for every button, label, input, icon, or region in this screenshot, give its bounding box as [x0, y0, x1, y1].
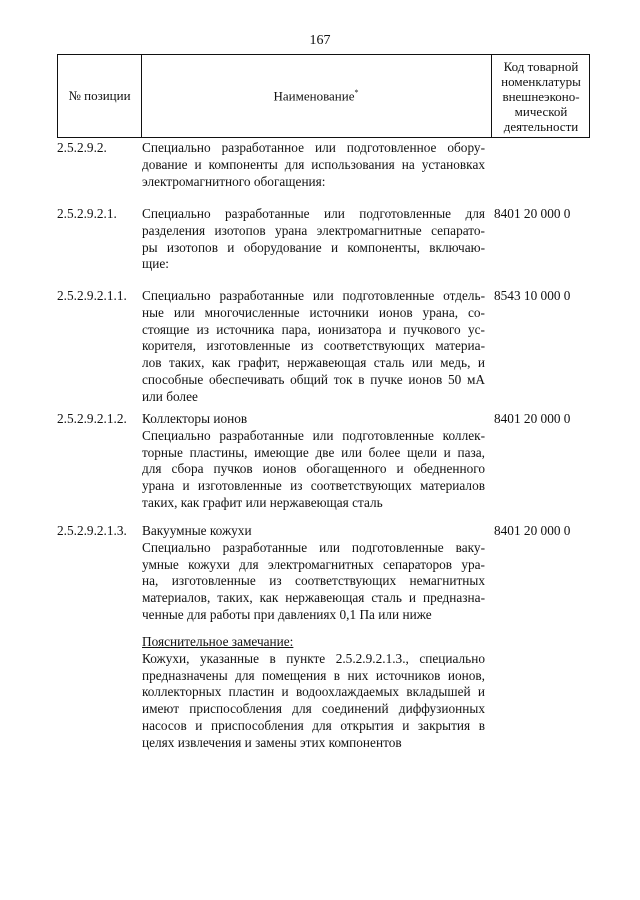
text-line: ные или многочисленные источники ионов урана, со-: [142, 304, 485, 320]
header-name-text: Наименование: [273, 88, 355, 104]
item-description: [142, 206, 485, 273]
page-number: 167: [309, 33, 331, 48]
text-line: способные обеспечивать общий ток в пучке ионов 50 мА: [142, 371, 485, 387]
note-title: Пояснительное замечание:: [142, 634, 294, 649]
item-description: [142, 523, 485, 624]
header-code-column: [491, 55, 591, 137]
commodity-code: 8401 20 000 0: [494, 206, 571, 221]
text-line: имеют приспособления для соединений диффузионных: [142, 701, 485, 717]
header-name-label: [274, 88, 359, 104]
item-description: [142, 411, 485, 512]
header-code-line: мической: [514, 103, 568, 119]
position-number: 2.5.2.9.2.1.: [57, 206, 117, 221]
commodity-code: 8543 10 000 0: [494, 288, 571, 303]
text-line: Специально разработанные или подготовленные отдель-: [142, 288, 485, 303]
text-line: на, изготовленные из соответствующих немагнитных: [142, 573, 485, 589]
position-number: 2.5.2.9.2.: [57, 140, 107, 155]
text-line: или более: [142, 388, 198, 404]
header-name-footnote-mark: *: [354, 87, 359, 97]
header-name-column: [141, 55, 492, 137]
text-line: предназначены для помещения в них источников ионов,: [142, 667, 485, 683]
note-body: [142, 634, 485, 752]
text-line: щие:: [142, 256, 169, 272]
header-code-line: номенклатуры: [501, 73, 581, 89]
item-description: [142, 288, 485, 406]
header-position-column: [58, 55, 142, 137]
text-line: Специально разработанное или подготовленное обору-: [142, 140, 485, 155]
text-line: Кожухи, указанные в пункте 2.5.2.9.2.1.3., специально: [142, 650, 485, 666]
commodity-code: 8401 20 000 0: [494, 411, 571, 426]
text-line: материалов, таких, как нержавеющая сталь и предназна-: [142, 590, 485, 606]
position-number: 2.5.2.9.2.1.3.: [57, 523, 127, 538]
text-line: насосов и приспособления для открытия и закрытия в: [142, 717, 485, 733]
text-line: лов таких, как графит, нержавеющая сталь или медь, и: [142, 355, 485, 371]
header-position-label: № позиции: [68, 88, 131, 103]
text-line: коллекторных пластин и водоохлаждаемых вкладышей и: [142, 684, 485, 700]
header-code-label: [501, 59, 581, 134]
text-line: для сбора пучков ионов обогащенного и обедненного: [142, 461, 485, 477]
text-line: таких, как графит или нержавеющая сталь: [142, 494, 383, 510]
text-line: стоящие из источника пара, ионизатора и пучкового ус-: [142, 321, 485, 337]
text-line: Специально разработанные или подготовленные для: [142, 206, 485, 221]
text-line: ченные для работы при давлениях 0,1 Па или ниже: [142, 606, 432, 622]
commodity-code: 8401 20 000 0: [494, 523, 571, 538]
text-line: Специально разработанные или подготовленные коллек-: [142, 427, 485, 443]
text-line: электромагнитного обогащения:: [142, 173, 326, 189]
text-line: Специально разработанные или подготовленные ваку-: [142, 539, 485, 555]
text-line: ры изотопов и оборудование и компоненты, включаю-: [142, 239, 485, 255]
position-number: 2.5.2.9.2.1.2.: [57, 411, 127, 426]
text-line: разделения изотопов урана электромагнитные сепарато-: [142, 222, 485, 238]
text-line: торные пластины, имеющие две или более щели и паза,: [142, 444, 485, 460]
header-code-line: деятельности: [503, 118, 579, 134]
header-code-line: Код товарной: [503, 58, 579, 74]
text-line: дование и компоненты для использования на установках: [142, 156, 485, 172]
item-heading: Коллекторы ионов: [142, 411, 248, 426]
position-number: 2.5.2.9.2.1.1.: [57, 288, 127, 303]
text-line: урана и изготовленные из соответствующих материалов: [142, 478, 485, 494]
table-header: [57, 54, 590, 138]
text-line: умные кожухи для электромагнитных сепараторов ура-: [142, 556, 485, 572]
text-line: целях извлечения и замены этих компонентов: [142, 734, 402, 750]
item-description: [142, 140, 485, 190]
header-code-line: внешнеэконо-: [502, 88, 580, 104]
text-line: корителя, изготовленные из соответствующих материа-: [142, 338, 485, 354]
item-heading: Вакуумные кожухи: [142, 523, 252, 538]
